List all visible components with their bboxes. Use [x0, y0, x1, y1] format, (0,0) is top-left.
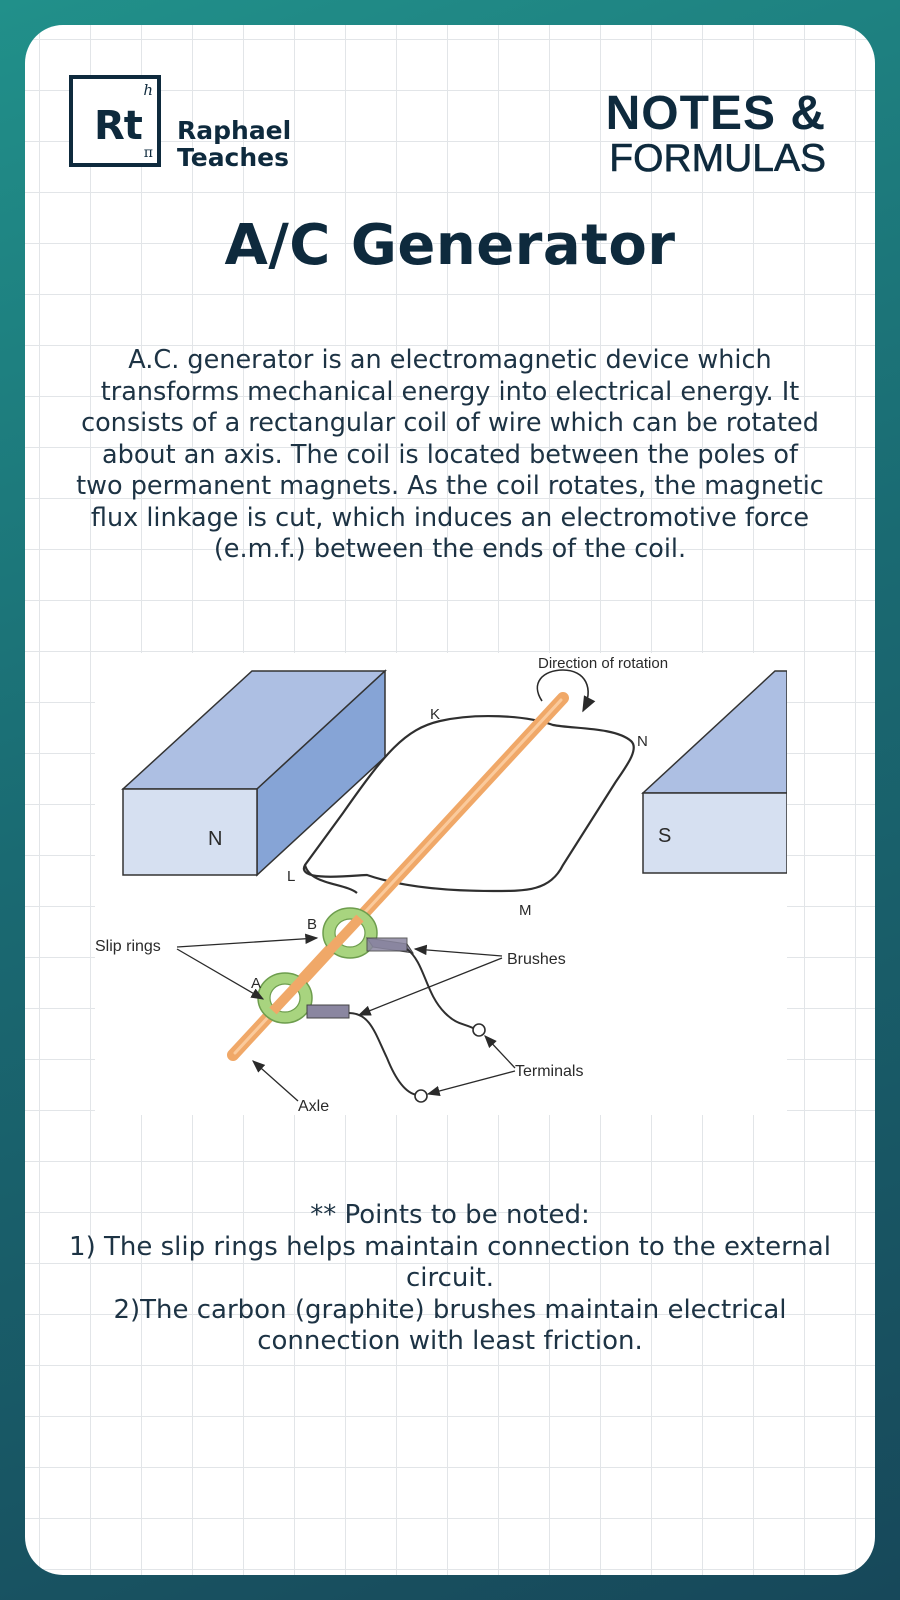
diagram-svg: [95, 653, 787, 1115]
brand-name: [177, 117, 291, 171]
page-title: A/C Generator: [224, 213, 676, 278]
wire-upper: [407, 949, 475, 1029]
brush-upper-face: [367, 938, 407, 951]
points-to-note: [65, 1200, 835, 1358]
logo-superscript: h: [143, 81, 153, 99]
label-m: M: [519, 902, 532, 919]
brand-logo: [69, 75, 161, 167]
label-axle: Axle: [298, 1098, 330, 1115]
brush-lower: [307, 1005, 349, 1018]
label-a: A: [251, 975, 262, 992]
description-paragraph: A.C. generator is an electromagnetic device which transforms mechanical energy into electrical energy. It consists of a rectangular coil of wire which can be rotated about an axis. The coil is located between the poles of two permanent magnets. As the coil rotates, the magnetic flux linkage is cut, which induces an electromotive force (e.m.f.) between the ends of the coil.: [76, 345, 824, 564]
badge-line2: FORMULAS: [609, 137, 826, 180]
points-heading: ** Points to be noted:: [310, 1200, 590, 1230]
south-magnet-top: [643, 671, 787, 793]
label-direction: Direction of rotation: [538, 655, 669, 672]
north-magnet-front: [123, 789, 257, 875]
coil-lead-l: [305, 865, 357, 893]
north-magnet: [123, 671, 385, 875]
terminal-lower: [415, 1090, 427, 1102]
badge-line1: NOTES &: [605, 87, 826, 140]
label-north: N: [208, 828, 223, 850]
annotation-arrows: [177, 938, 515, 1101]
logo-letters: Rt: [94, 103, 142, 149]
logo-subscript: π: [143, 145, 153, 161]
ac-generator-diagram: [95, 653, 787, 1115]
brand-name-line1: Raphael: [177, 116, 292, 145]
notes-formulas-badge: [606, 89, 826, 179]
label-k: K: [430, 706, 441, 723]
label-brushes: Brushes: [507, 951, 566, 968]
label-slip-rings: Slip rings: [95, 938, 161, 955]
terminal-upper: [473, 1024, 485, 1036]
brush-lower-face: [307, 1005, 349, 1018]
brand-name-line2: Teaches: [177, 143, 290, 172]
note-card: [25, 25, 875, 1575]
point-item-1: 1) The slip rings helps maintain connection to the external circuit.: [69, 1231, 831, 1293]
label-l: L: [287, 868, 296, 885]
label-b: B: [307, 916, 318, 933]
south-magnet: [643, 671, 787, 873]
point-item-2: 2)The carbon (graphite) brushes maintain electrical connection with least friction.: [113, 1294, 787, 1356]
wire-lower: [349, 1013, 417, 1095]
label-n-corner: N: [637, 733, 648, 750]
label-terminals: Terminals: [515, 1063, 584, 1080]
brush-upper: [367, 938, 413, 953]
label-south: S: [658, 825, 672, 847]
